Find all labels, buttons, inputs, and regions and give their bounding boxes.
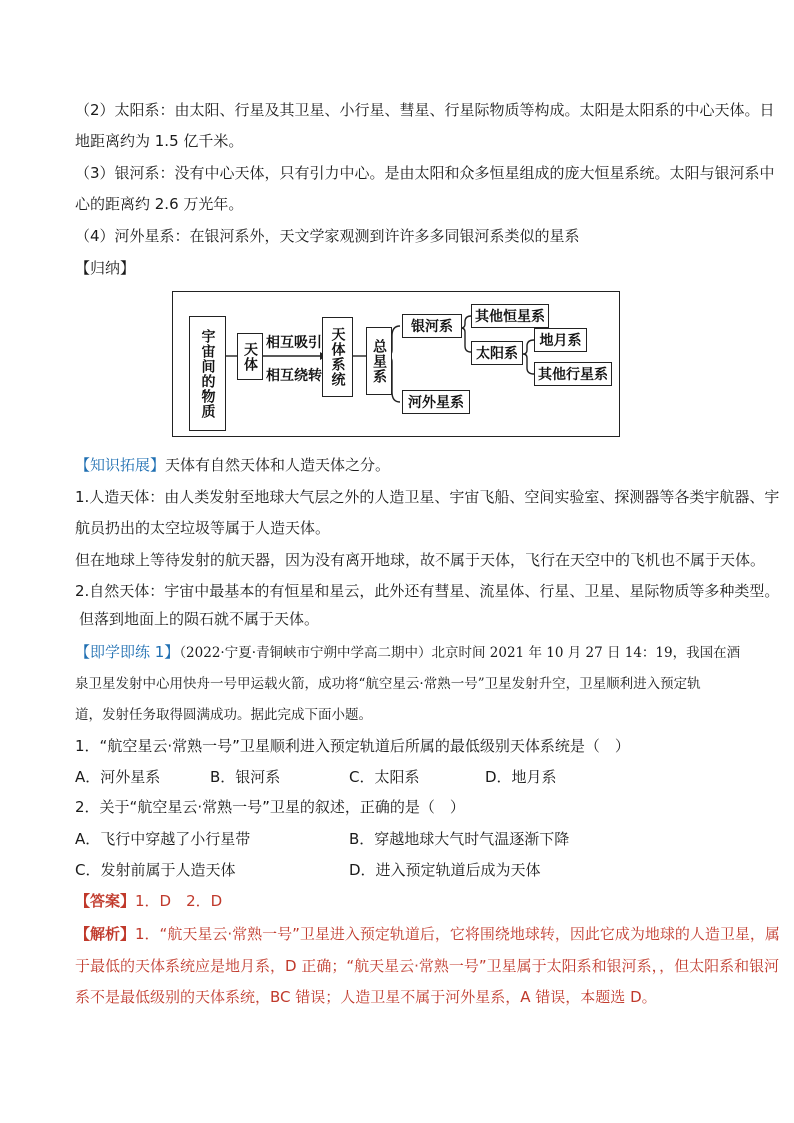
- diagram-connectors: [0, 0, 794, 460]
- practice-stem-line1: [75, 642, 740, 663]
- expansion-head: 天体有自然天体和人造天体之分。: [165, 456, 391, 474]
- box-universe-matter: 宇宙间的物质: [189, 316, 226, 431]
- label-orbit: 相互绕转: [266, 368, 322, 384]
- expansion-tag: 【知识拓展】: [75, 456, 166, 474]
- paragraph-solar-system-line2: 地距离约为 1.5 亿千米。: [75, 132, 244, 150]
- artificial-body-line1: 1.人造天体：由人类发射至地球大气层之外的人造卫星、宇宙飞船、空间实验室、探测器等各类宇航器、宇: [75, 488, 780, 506]
- question-1: 1．“航空星云·常熟一号”卫星顺利进入预定轨道后所属的最低级别天体系统是（ ）: [75, 737, 630, 755]
- q2-option-b: B．穿越地球大气时气温逐渐下降: [349, 830, 570, 848]
- summary-heading: 【归纳】: [75, 259, 136, 277]
- box-solar-system: 太阳系: [471, 341, 523, 365]
- artificial-body-line3: 但在地球上等待发射的航天器，因为没有离开地球，故不属于天体，飞行在天空中的飞机也不属于天体。: [75, 551, 766, 569]
- box-earth-moon-system: 地月系: [534, 328, 587, 352]
- analysis-tag: 【解析】: [75, 925, 136, 943]
- label-attract: 相互吸引: [266, 335, 322, 351]
- q2-option-c: C．发射前属于人造天体: [75, 861, 236, 879]
- box-milky-way: 银河系: [402, 314, 462, 338]
- paragraph-milky-way-line1: （3）银河系：没有中心天体，只有引力中心。是由太阳和众多恒星组成的庞大恒星系统。太阳与银河系中: [75, 164, 775, 182]
- box-other-planet-systems: 其他行星系: [534, 362, 612, 386]
- box-total-galaxy-system: 总星系: [366, 327, 392, 395]
- practice-tag: 【即学即练 1】: [75, 643, 180, 661]
- practice-stem-line3: 道，发射任务取得圆满成功。据此完成下面小题。: [75, 707, 372, 723]
- expansion-heading: [75, 455, 390, 475]
- q1-option-d: D．地月系: [485, 768, 557, 786]
- natural-body-line2: 但落到地面上的陨石就不属于天体。: [79, 610, 320, 628]
- answer-line: [75, 891, 222, 911]
- box-celestial-body: 天体: [237, 333, 263, 380]
- paragraph-solar-system-line1: （2）太阳系：由太阳、行星及其卫星、小行星、彗星、行星际物质等构成。太阳是太阳系的中心天体。日: [75, 101, 775, 119]
- q1-option-b: B．银河系: [210, 768, 281, 786]
- q2-option-a: A．飞行中穿越了小行星带: [75, 830, 251, 848]
- answer-text: 1．D 2．D: [135, 892, 223, 910]
- natural-body-line1: 2.自然天体：宇宙中最基本的有恒星和星云，此外还有彗星、流星体、行星、卫星、星际物质等多种类型。: [75, 582, 780, 600]
- paragraph-extragalactic: （4）河外星系：在银河系外，天文学家观测到许许多多同银河系类似的星系: [75, 227, 580, 245]
- artificial-body-line2: 航员扔出的太空垃圾等属于人造天体。: [75, 519, 331, 537]
- practice-stem-line2: 泉卫星发射中心用快舟一号甲运载火箭，成功将“航空星云·常熟一号”卫星发射升空，卫星顺利进入预定轨: [75, 676, 701, 692]
- box-celestial-system: 天体系统: [322, 317, 353, 397]
- question-2: 2．关于“航空星云·常熟一号”卫星的叙述，正确的是（ ）: [75, 798, 465, 816]
- analysis-line3: 系不是最低级别的天体系统，BC 错误；人造卫星不属于河外星系，A 错误，本题选 D。: [75, 988, 657, 1006]
- box-extragalactic: 河外星系: [402, 390, 470, 414]
- answer-tag: 【答案】: [75, 892, 136, 910]
- q2-option-d: D．进入预定轨道后成为天体: [349, 861, 541, 879]
- practice-source: （2022·宁夏·青铜峡市宁朔中学高二期中）北京时间 2021 年 10 月 27 日 14：19，我国在酒: [179, 645, 741, 661]
- analysis-line1: [75, 924, 780, 944]
- analysis-text-1: 1．“航天星云·常熟一号”卫星进入预定轨道后，它将围绕地球转，因此它成为地球的人造卫星，属: [135, 925, 780, 943]
- paragraph-milky-way-line2: 心的距离约 2.6 万光年。: [75, 195, 244, 213]
- analysis-line2: 于最低的天体系统应是地月系，D 正确；“航天星云·常熟一号”卫星属于太阳系和银河系，，但太阳系和银河: [75, 957, 780, 975]
- q1-option-a: A．河外星系: [75, 768, 161, 786]
- box-other-star-systems: 其他恒星系: [471, 304, 549, 328]
- q1-option-c: C．太阳系: [349, 768, 420, 786]
